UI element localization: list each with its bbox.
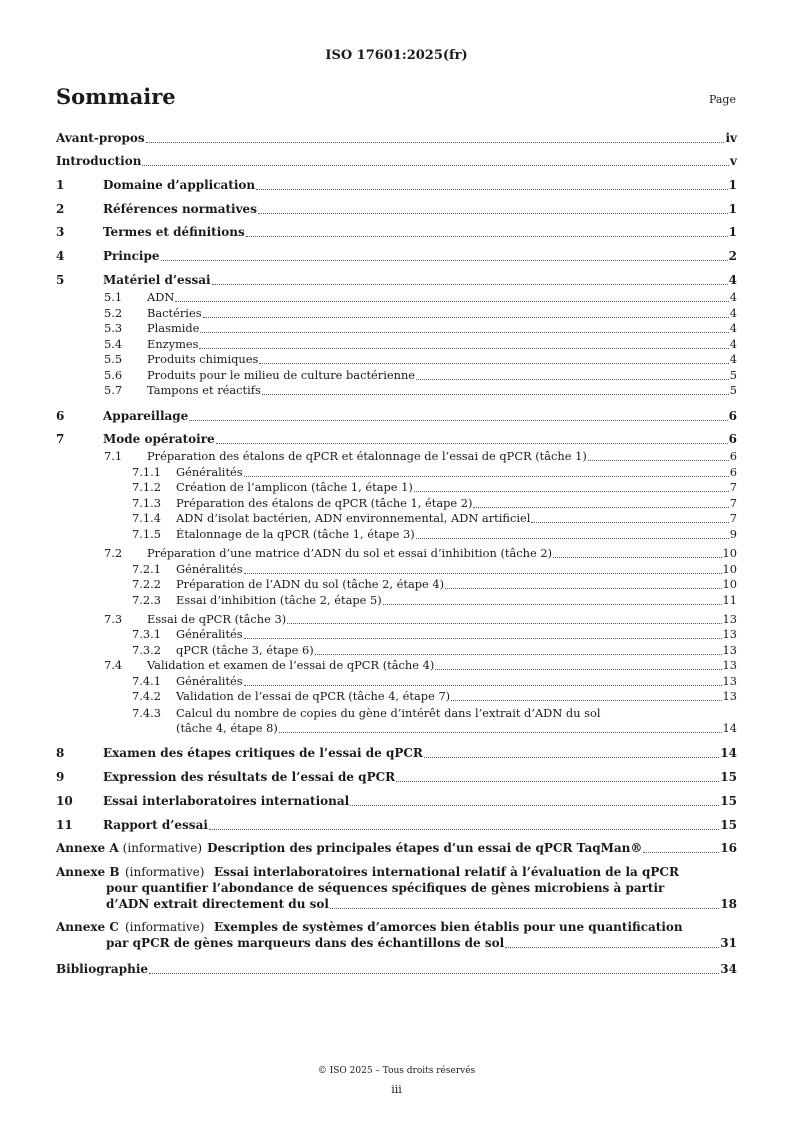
toc-entry-page: 15 bbox=[720, 818, 737, 832]
toc-entry-number: 9 bbox=[56, 770, 65, 784]
leader-dots bbox=[287, 622, 721, 624]
toc-entry-number: 8 bbox=[56, 746, 65, 760]
annex-b-text-line3: d’ADN extrait directement du sol bbox=[106, 898, 329, 911]
toc-entry-page: 9 bbox=[729, 527, 737, 541]
toc-entry-page: 1 bbox=[728, 202, 737, 216]
toc-entry-number: 5.2 bbox=[104, 306, 123, 320]
leader-dots bbox=[142, 164, 729, 166]
leader-dots bbox=[262, 393, 729, 395]
toc-entry-page: 6 bbox=[728, 409, 737, 423]
annex-c-text-line1: Exemples de systèmes d’amorces bien établis pour une quantification bbox=[214, 920, 683, 934]
toc-entry-number: 7 bbox=[56, 432, 65, 446]
toc-entry-number: 5.7 bbox=[104, 383, 123, 397]
annex-b-qualifier: (informative) bbox=[125, 865, 205, 879]
toc-entry-annex-a[interactable] bbox=[56, 842, 737, 855]
leader-dots bbox=[161, 259, 728, 261]
toc-entry-text: Domaine d’application bbox=[103, 179, 256, 192]
leader-dots bbox=[445, 587, 721, 589]
leader-dots bbox=[315, 653, 722, 655]
toc-entry-page: 16 bbox=[720, 841, 737, 855]
toc-entry-text: Références normatives bbox=[103, 203, 257, 216]
leader-dots bbox=[203, 316, 729, 318]
toc-entry-text: Expression des résultats de l’essai de qPCR bbox=[103, 771, 396, 784]
toc-entry-7-4-1[interactable] bbox=[132, 675, 737, 688]
leader-dots bbox=[212, 283, 728, 285]
leader-dots bbox=[416, 537, 729, 539]
leader-dots bbox=[330, 907, 719, 909]
toc-entry-text: Produits chimiques bbox=[147, 353, 259, 366]
toc-entry-page: 13 bbox=[722, 643, 737, 657]
leader-dots bbox=[553, 556, 721, 558]
toc-entry-page: 13 bbox=[722, 658, 737, 672]
toc-entry-page: 6 bbox=[729, 449, 737, 463]
toc-entry-text: Généralités bbox=[176, 675, 243, 688]
leader-dots bbox=[451, 699, 721, 701]
toc-entry-clause-7[interactable] bbox=[56, 433, 737, 446]
toc-entry-text: Principe bbox=[103, 250, 160, 263]
toc-entry-text: Généralités bbox=[176, 466, 243, 479]
toc-entry-page: 1 bbox=[728, 225, 737, 239]
leader-dots bbox=[396, 780, 719, 782]
toc-entry-page: 10 bbox=[722, 577, 737, 591]
toc-entry-text: Description des principales étapes d’un essai de qPCR TaqMan® bbox=[207, 842, 643, 855]
toc-entry-page: v bbox=[730, 154, 737, 168]
toc-entry-7-3[interactable] bbox=[104, 613, 737, 626]
toc-entry-page: 1 bbox=[728, 178, 737, 192]
toc-entry-page: 5 bbox=[729, 383, 737, 397]
leader-dots bbox=[149, 972, 719, 974]
toc-entry-clause-5[interactable] bbox=[56, 274, 737, 287]
leader-dots bbox=[383, 603, 722, 605]
toc-entry-page: 15 bbox=[720, 770, 737, 784]
toc-entry-page: 15 bbox=[720, 794, 737, 808]
toc-entry-text: Création de l’amplicon (tâche 1, étape 1) bbox=[176, 481, 413, 494]
leader-dots bbox=[244, 684, 722, 686]
toc-entry-clause-11[interactable] bbox=[56, 819, 737, 832]
annex-c-number: Annexe C bbox=[56, 920, 119, 934]
leader-dots bbox=[259, 362, 728, 364]
leader-dots bbox=[209, 828, 719, 830]
toc-entry-5-6[interactable] bbox=[104, 369, 737, 382]
toc-entry-number: 7.2.3 bbox=[132, 593, 161, 607]
toc-entry-clause-2[interactable] bbox=[56, 203, 737, 216]
toc-title: Sommaire bbox=[56, 84, 176, 109]
leader-dots bbox=[246, 235, 728, 237]
toc-entry-page: 10 bbox=[722, 546, 737, 560]
toc-entry-clause-9[interactable] bbox=[56, 771, 737, 784]
toc-entry-introduction[interactable] bbox=[56, 155, 737, 168]
toc-entry-text: Préparation d’une matrice d’ADN du sol et essai d’inhibition (tâche 2) bbox=[147, 547, 553, 560]
toc-entry-7-1-1[interactable] bbox=[132, 466, 737, 479]
toc-entry-text-line2: (tâche 4, étape 8) bbox=[176, 722, 278, 735]
toc-entry-text: Bactéries bbox=[147, 307, 202, 320]
annex-b-text-line1: Essai interlaboratoires international relatif à l’évaluation de la qPCR bbox=[214, 865, 679, 879]
toc-entry-text: Essai de qPCR (tâche 3) bbox=[147, 613, 287, 626]
toc-entry-number: 11 bbox=[56, 818, 73, 832]
toc-entry-page: 4 bbox=[729, 337, 737, 351]
toc-entry-avant-propos[interactable] bbox=[56, 132, 737, 145]
toc-entry-clause-6[interactable] bbox=[56, 410, 737, 423]
toc-entry-number: 7.4.2 bbox=[132, 689, 161, 703]
toc-entry-clause-8[interactable] bbox=[56, 747, 737, 760]
toc-entry-text: Essai d’inhibition (tâche 2, étape 5) bbox=[176, 594, 382, 607]
toc-entry-clause-10[interactable] bbox=[56, 795, 737, 808]
toc-entry-7-1-5[interactable] bbox=[132, 528, 737, 541]
leader-dots bbox=[414, 490, 729, 492]
leader-dots bbox=[244, 475, 729, 477]
toc-entry-bibliographie[interactable] bbox=[56, 963, 737, 976]
toc-entry-5-5[interactable] bbox=[104, 353, 737, 366]
toc-entry-number: 7.4.1 bbox=[132, 674, 161, 688]
page-number: iii bbox=[391, 1083, 402, 1096]
toc-entry-number: 5.5 bbox=[104, 352, 123, 366]
leader-dots bbox=[279, 731, 722, 733]
toc-entry-text: Termes et définitions bbox=[103, 226, 245, 239]
toc-entry-number: 7.2.2 bbox=[132, 577, 161, 591]
toc-entry-number: 4 bbox=[56, 249, 65, 263]
toc-entry-page: 13 bbox=[722, 674, 737, 688]
toc-entry-number: 7.1.5 bbox=[132, 527, 161, 541]
toc-entry-page: 4 bbox=[729, 321, 737, 335]
toc-entry-page: 18 bbox=[720, 897, 737, 911]
toc-entry-number: 7.4.3 bbox=[132, 706, 161, 720]
toc-entry-page: 2 bbox=[728, 249, 737, 263]
toc-entry-text: Validation et examen de l’essai de qPCR (tâche 4) bbox=[147, 659, 435, 672]
leader-dots bbox=[350, 804, 719, 806]
leader-dots bbox=[588, 459, 729, 461]
toc-entry-number: 5.1 bbox=[104, 290, 123, 304]
toc-entry-text: Étalonnage de la qPCR (tâche 1, étape 3) bbox=[176, 528, 415, 541]
toc-entry-number: 7.3.1 bbox=[132, 627, 161, 641]
toc-entry-number: 7.2.1 bbox=[132, 562, 161, 576]
toc-entry-number: 7.1 bbox=[104, 449, 123, 463]
toc-entry-text: Généralités bbox=[176, 628, 243, 641]
toc-entry-5-3[interactable] bbox=[104, 322, 737, 335]
toc-entry-text: Généralités bbox=[176, 563, 243, 576]
annex-c-qualifier: (informative) bbox=[125, 920, 205, 934]
toc-entry-clause-1[interactable] bbox=[56, 179, 737, 192]
toc-entry-number: 10 bbox=[56, 794, 73, 808]
toc-entry-page: 6 bbox=[729, 465, 737, 479]
toc-entry-page: 31 bbox=[720, 936, 737, 950]
toc-entry-page: 6 bbox=[728, 432, 737, 446]
toc-entry-page: 13 bbox=[722, 627, 737, 641]
toc-entry-text: ADN bbox=[147, 291, 175, 304]
toc-entry-page: 13 bbox=[722, 689, 737, 703]
toc-entry-page: 7 bbox=[729, 480, 737, 494]
toc-entry-number: 7.3 bbox=[104, 612, 123, 626]
toc-entry-5-2[interactable] bbox=[104, 307, 737, 320]
leader-dots bbox=[216, 442, 728, 444]
leader-dots bbox=[424, 756, 719, 758]
toc-entry-7-4-3[interactable] bbox=[176, 722, 737, 735]
toc-entry-7-1-2[interactable] bbox=[132, 481, 737, 494]
toc-entry-number: 7.2 bbox=[104, 546, 123, 560]
toc-entry-page: iv bbox=[725, 131, 737, 145]
toc-entry-number: 5 bbox=[56, 273, 65, 287]
leader-dots bbox=[505, 946, 719, 948]
toc-entry-number: 2 bbox=[56, 202, 65, 216]
toc-entry-annex-b[interactable] bbox=[106, 898, 737, 911]
copyright-footer: © ISO 2025 – Tous droits réservés bbox=[317, 1066, 476, 1076]
leader-dots bbox=[175, 300, 728, 302]
toc-entry-7-3-1[interactable] bbox=[132, 628, 737, 641]
toc-entry-clause-4[interactable] bbox=[56, 250, 737, 263]
toc-entry-7-2-1[interactable] bbox=[132, 563, 737, 576]
toc-entry-clause-3[interactable] bbox=[56, 226, 737, 239]
toc-entry-page: 14 bbox=[722, 721, 737, 735]
leader-dots bbox=[435, 668, 721, 670]
toc-entry-page: 14 bbox=[720, 746, 737, 760]
leader-dots bbox=[200, 331, 728, 333]
leader-dots bbox=[199, 347, 728, 349]
toc-entry-page: 4 bbox=[729, 352, 737, 366]
toc-entry-7-4[interactable] bbox=[104, 659, 737, 672]
annex-c-text-line2: par qPCR de gènes marqueurs dans des échantillons de sol bbox=[106, 937, 505, 950]
annex-b-number: Annexe B bbox=[56, 865, 120, 879]
leader-dots bbox=[244, 637, 722, 639]
leader-dots bbox=[416, 378, 729, 380]
toc-entry-number: 5.3 bbox=[104, 321, 123, 335]
toc-entry-page: 13 bbox=[722, 612, 737, 626]
toc-entry-text: Préparation des étalons de qPCR et étalonnage de l’essai de qPCR (tâche 1) bbox=[147, 450, 587, 463]
toc-entry-text: qPCR (tâche 3, étape 6) bbox=[176, 644, 314, 657]
annex-b-text-line2: pour quantifier l’abondance de séquences spécifiques de gènes microbiens à partir bbox=[106, 881, 665, 895]
toc-entry-page: 4 bbox=[729, 290, 737, 304]
toc-entry-text: Essai interlaboratoires international bbox=[103, 795, 350, 808]
toc-entry-page: 7 bbox=[729, 511, 737, 525]
toc-entry-7-1-3[interactable] bbox=[132, 497, 737, 510]
toc-entry-text: Enzymes bbox=[147, 338, 199, 351]
toc-entry-number: 5.6 bbox=[104, 368, 123, 382]
toc-entry-text: Plasmide bbox=[147, 322, 200, 335]
toc-entry-text: Matériel d’essai bbox=[103, 274, 211, 287]
toc-entry-text: Validation de l’essai de qPCR (tâche 4, étape 7) bbox=[176, 690, 451, 703]
toc-entry-text-line1: Calcul du nombre de copies du gène d’intérêt dans l’extrait d’ADN du sol bbox=[176, 706, 601, 720]
leader-dots bbox=[256, 188, 728, 190]
leader-dots bbox=[146, 141, 725, 143]
toc-entry-page: 4 bbox=[729, 306, 737, 320]
toc-entry-text: Préparation des étalons de qPCR (tâche 1, étape 2) bbox=[176, 497, 473, 510]
toc-entry-7-2-2[interactable] bbox=[132, 578, 737, 591]
toc-entry-text: ADN d’isolat bactérien, ADN environnemental, ADN artificiel bbox=[176, 512, 531, 525]
toc-entry-text: Mode opératoire bbox=[103, 433, 215, 446]
toc-entry-text: Préparation de l’ADN du sol (tâche 2, étape 4) bbox=[176, 578, 445, 591]
toc-entry-text: Tampons et réactifs bbox=[147, 384, 261, 397]
toc-entry-text: Produits pour le milieu de culture bactérienne bbox=[147, 369, 416, 382]
toc-entry-5-4[interactable] bbox=[104, 338, 737, 351]
toc-entry-number: 6 bbox=[56, 409, 65, 423]
annex-qualifier: (informative) bbox=[122, 841, 203, 855]
toc-entry-7-2-3[interactable] bbox=[132, 594, 737, 607]
leader-dots bbox=[189, 419, 727, 421]
toc-entry-page: 4 bbox=[728, 273, 737, 287]
toc-entry-text: Bibliographie bbox=[56, 963, 149, 976]
toc-entry-text: Introduction bbox=[56, 155, 142, 168]
leader-dots bbox=[473, 506, 728, 508]
toc-entry-number: 5.4 bbox=[104, 337, 123, 351]
toc-entry-7-3-2[interactable] bbox=[132, 644, 737, 657]
toc-entry-number: 7.3.2 bbox=[132, 643, 161, 657]
toc-entry-5-1[interactable] bbox=[104, 291, 737, 304]
toc-entry-annex-c[interactable] bbox=[106, 937, 737, 950]
leader-dots bbox=[258, 212, 728, 214]
toc-entry-number: 7.1.1 bbox=[132, 465, 161, 479]
toc-entry-number: 7.1.3 bbox=[132, 496, 161, 510]
toc-entry-7-1-4[interactable] bbox=[132, 512, 737, 525]
toc-entry-number: 1 bbox=[56, 178, 65, 192]
toc-entry-7-1[interactable] bbox=[104, 450, 737, 463]
toc-entry-7-2[interactable] bbox=[104, 547, 737, 560]
toc-entry-page: 10 bbox=[722, 562, 737, 576]
toc-entry-number: 7.1.4 bbox=[132, 511, 161, 525]
toc-entry-text: Appareillage bbox=[103, 410, 189, 423]
toc-entry-5-7[interactable] bbox=[104, 384, 737, 397]
toc-entry-7-4-2[interactable] bbox=[132, 690, 737, 703]
toc-entry-number: 7.1.2 bbox=[132, 480, 161, 494]
toc-entry-text: Examen des étapes critiques de l’essai de qPCR bbox=[103, 747, 423, 760]
toc-entry-number: Annexe A bbox=[56, 841, 119, 855]
page-column-label: Page bbox=[708, 93, 736, 106]
toc-entry-page: 34 bbox=[720, 962, 737, 976]
toc-entry-number: 3 bbox=[56, 225, 65, 239]
toc-entry-text: Rapport d’essai bbox=[103, 819, 208, 832]
leader-dots bbox=[531, 521, 728, 523]
toc-entry-text: Avant-propos bbox=[56, 132, 145, 145]
document-id-header: ISO 17601:2025(fr) bbox=[325, 48, 468, 63]
toc-entry-page: 5 bbox=[729, 368, 737, 382]
toc-entry-number: 7.4 bbox=[104, 658, 123, 672]
toc-entry-page: 11 bbox=[722, 593, 737, 607]
leader-dots bbox=[244, 572, 722, 574]
leader-dots bbox=[643, 851, 719, 853]
toc-entry-page: 7 bbox=[729, 496, 737, 510]
